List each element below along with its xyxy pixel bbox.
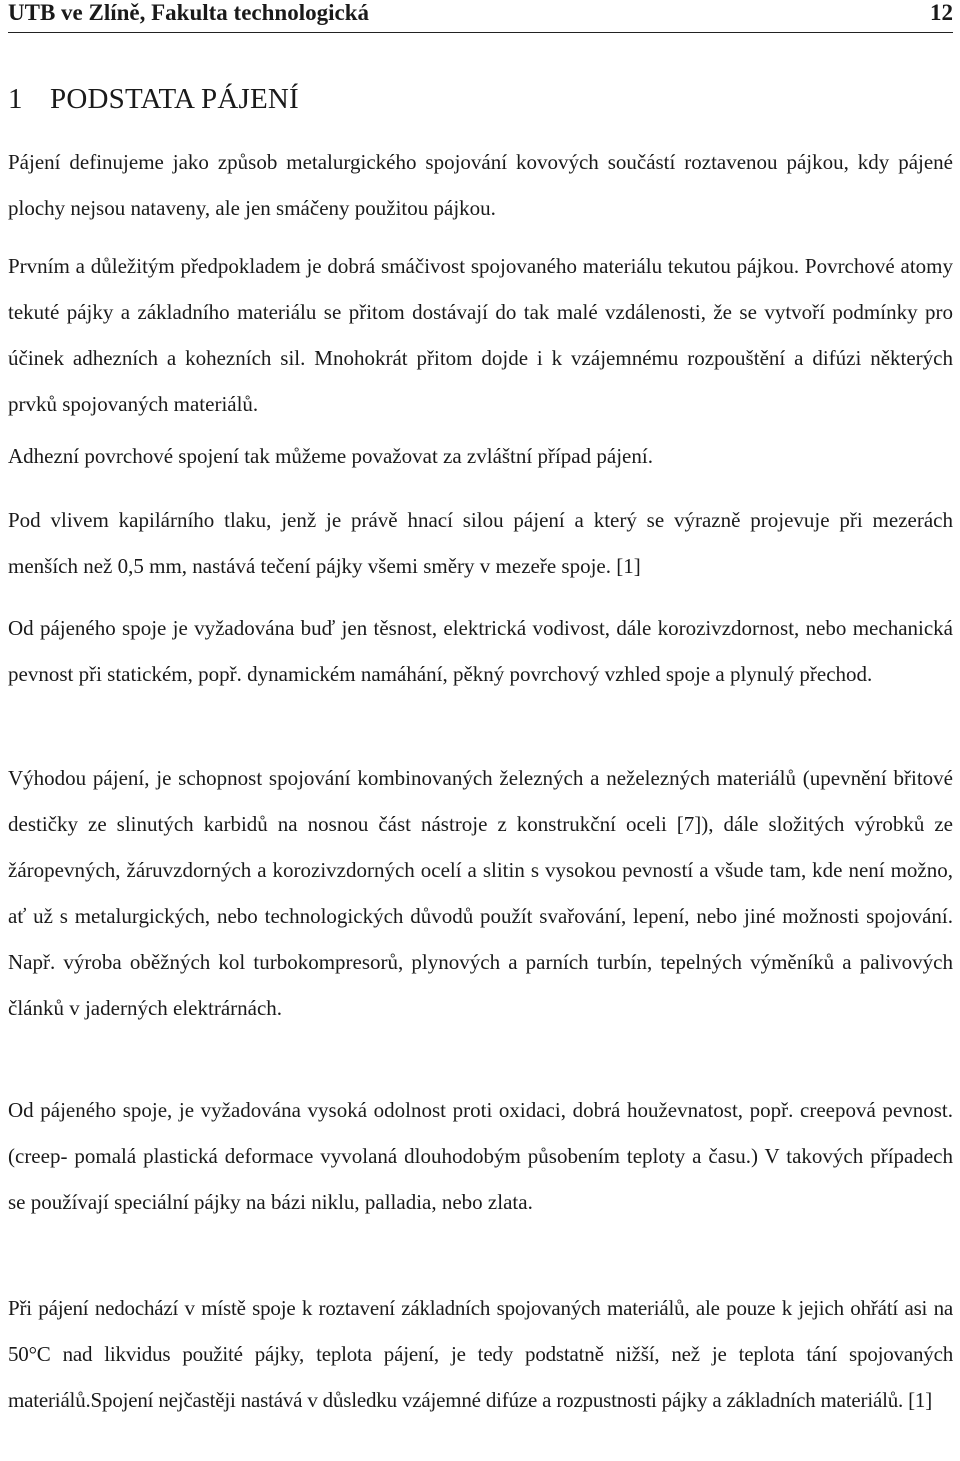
header-page-number: 12 <box>930 0 953 25</box>
chapter-number: 1 <box>8 83 23 115</box>
paragraph-7: Od pájeného spoje, je vyžadována vysoká odolnost proti oxidaci, dobrá houževnatost, popř. creepová pevnost. (creep- pomalá plastická deformace vyvolaná dlouhodobým působením teploty a času.) V takových případech se používají speciální pájky na bázi niklu, palladia, nebo zlata. <box>8 1098 953 1214</box>
document-page <box>8 0 953 1412</box>
paragraph-3: Adhezní povrchové spojení tak můžeme považovat za zvláštní případ pájení. <box>8 444 653 468</box>
running-header <box>8 0 953 28</box>
paragraph-4: Pod vlivem kapilárního tlaku, jenž je právě hnací silou pájení a který se výrazně projevuje při mezerách menších než 0,5 mm, nastává tečení pájky všemi směry v mezeře spoje. [1] <box>8 508 953 578</box>
chapter-title: PODSTATA PÁJENÍ <box>50 83 299 115</box>
header-institution: UTB ve Zlíně, Fakulta technologická <box>8 0 369 25</box>
chapter-heading <box>8 83 299 116</box>
paragraph-8: Při pájení nedochází v místě spoje k roztavení základních spojovaných materiálů, ale pouze k jejich ohřátí asi na 50°C nad likvidus použité pájky, teplota pájení, je tedy podstatně nižší, než je teplota tání spojovaných materiálů.Spojení nejčastěji nastává v důsledku vzájemné difúze a rozpustnosti pájky a základních materiálů. [1] <box>8 1296 953 1412</box>
paragraph-1: Pájení definujeme jako způsob metalurgického spojování kovových součástí roztavenou pájkou, kdy pájené plochy nejsou nataveny, ale jen smáčeny použitou pájkou. <box>8 150 953 220</box>
paragraph-2: Prvním a důležitým předpokladem je dobrá smáčivost spojovaného materiálu tekutou pájkou. Povrchové atomy tekuté pájky a základního materiálu se přitom dostávají do tak malé vzdálenosti, že se vytvoří podmínky pro účinek adhezních a kohezních sil. Mnohokrát přitom dojde i k vzájemnému rozpouštění a difúzi některých prvků spojovaných materiálů. <box>8 254 953 416</box>
header-divider <box>8 32 953 33</box>
paragraph-6: Výhodou pájení, je schopnost spojování kombinovaných železných a neželezných materiálů (upevnění břitové destičky ze slinutých karbidů na nosnou část nástroje z konstrukční oceli [7]), dále složitých výrobků ze žáropevných, žáruvzdorných a korozivzdorných ocelí a slitin s vysokou pevností a všude tam, kde není možno, ať už s metalurgických, nebo technologických důvodů použít svařování, lepení, nebo jiné možnosti spojování. Např. výroba oběžných kol turbokompresorů, plynových a parních turbín, tepelných výměníků a palivových článků v jaderných elektrárnách. <box>8 766 953 1020</box>
paragraph-5: Od pájeného spoje je vyžadována buď jen těsnost, elektrická vodivost, dále korozivzdornost, nebo mechanická pevnost při statickém, popř. dynamickém namáhání, pěkný povrchový vzhled spoje a plynulý přechod. <box>8 616 953 686</box>
